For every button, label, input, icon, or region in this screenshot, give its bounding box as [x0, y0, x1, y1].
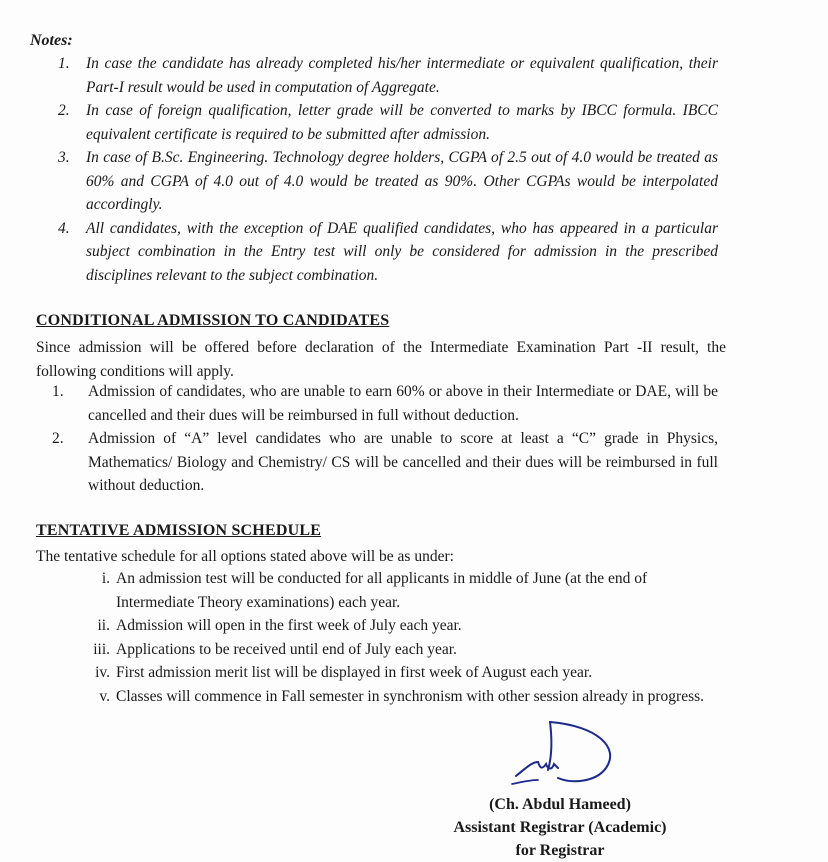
condition-number: 2.	[52, 430, 64, 447]
note-item	[0, 52, 828, 99]
schedule-item	[0, 685, 828, 709]
schedule-number: iv.	[95, 664, 110, 681]
conditional-intro: Since admission will be offered before declaration of the Intermediate Examination Part -II result, the following conditions will apply.	[36, 339, 726, 380]
schedule-text: Applications to be received until end of July each year.	[116, 640, 457, 658]
signatory-block	[400, 793, 720, 862]
schedule-number: iii.	[93, 640, 110, 658]
signatory-designation: Assistant Registrar (Academic)	[453, 819, 667, 836]
note-number: 1.	[58, 55, 70, 72]
condition-number: 1.	[52, 383, 64, 400]
handwritten-signature	[502, 718, 622, 790]
schedule-text: First admission merit list will be displayed in first week of August each year.	[116, 664, 593, 681]
conditional-list	[0, 380, 828, 498]
condition-text: Admission of candidates, who are unable to earn 60% or above in their Intermediate or DAE, will be cancelled and their dues will be reimbursed in full without deduction.	[88, 383, 718, 424]
note-number: 2.	[58, 102, 70, 119]
signatory-for-line: for Registrar	[515, 842, 605, 859]
schedule-item	[0, 567, 828, 614]
condition-item	[0, 427, 828, 498]
schedule-text: Admission will open in the first week of July each year.	[116, 617, 462, 634]
schedule-number: ii.	[97, 617, 110, 634]
schedule-heading: TENTATIVE ADMISSION SCHEDULE	[36, 522, 322, 539]
conditional-admission-heading: CONDITIONAL ADMISSION TO CANDIDATES	[36, 312, 390, 329]
note-text: In case of foreign qualification, letter grade will be converted to marks by IBCC formula. IBCC equivalent certificate is required to be submitted after admission.	[86, 102, 718, 143]
schedule-intro: The tentative schedule for all options stated above will be as under:	[36, 548, 454, 565]
signatory-name: (Ch. Abdul Hameed)	[489, 796, 631, 813]
note-text: In case of B.Sc. Engineering. Technology degree holders, CGPA of 2.5 out of 4.0 would be treated as 60% and CGPA of 4.0 out of 4.0 would be treated as 90%. Other CGPAs would be interpolated accordingly.	[86, 149, 718, 213]
notes-list	[0, 52, 828, 287]
schedule-text: An admission test will be conducted for all applicants in middle of June (at the end of Intermediate Theory examinations) each year.	[116, 570, 648, 611]
note-text: In case the candidate has already completed his/her intermediate or equivalent qualification, their Part-I result would be used in computation of Aggregate.	[86, 55, 718, 96]
note-text: All candidates, with the exception of DAE qualified candidates, who has appeared in a particular subject combination in the Entry test will only be considered for admission in the prescribed disciplines relevant to the subject combination.	[86, 219, 718, 284]
schedule-text: Classes will commence in Fall semester in synchronism with other session already in progress.	[116, 687, 705, 705]
schedule-list	[0, 567, 828, 708]
condition-item	[0, 380, 828, 427]
schedule-item	[0, 638, 828, 662]
note-item	[0, 146, 828, 217]
note-number: 3.	[58, 149, 70, 166]
schedule-number: v.	[99, 687, 110, 705]
note-number: 4.	[58, 219, 70, 237]
notes-title: Notes:	[30, 32, 73, 49]
note-item	[0, 217, 828, 288]
schedule-item	[0, 661, 828, 685]
schedule-item	[0, 614, 828, 638]
condition-text: Admission of “A” level candidates who are unable to score at least a “C” grade in Physics, Mathematics/ Biology and Chemistry/ CS will be cancelled and their dues will be reimbursed in full without deduction.	[88, 430, 718, 494]
note-item	[0, 99, 828, 146]
schedule-number: i.	[101, 570, 110, 587]
